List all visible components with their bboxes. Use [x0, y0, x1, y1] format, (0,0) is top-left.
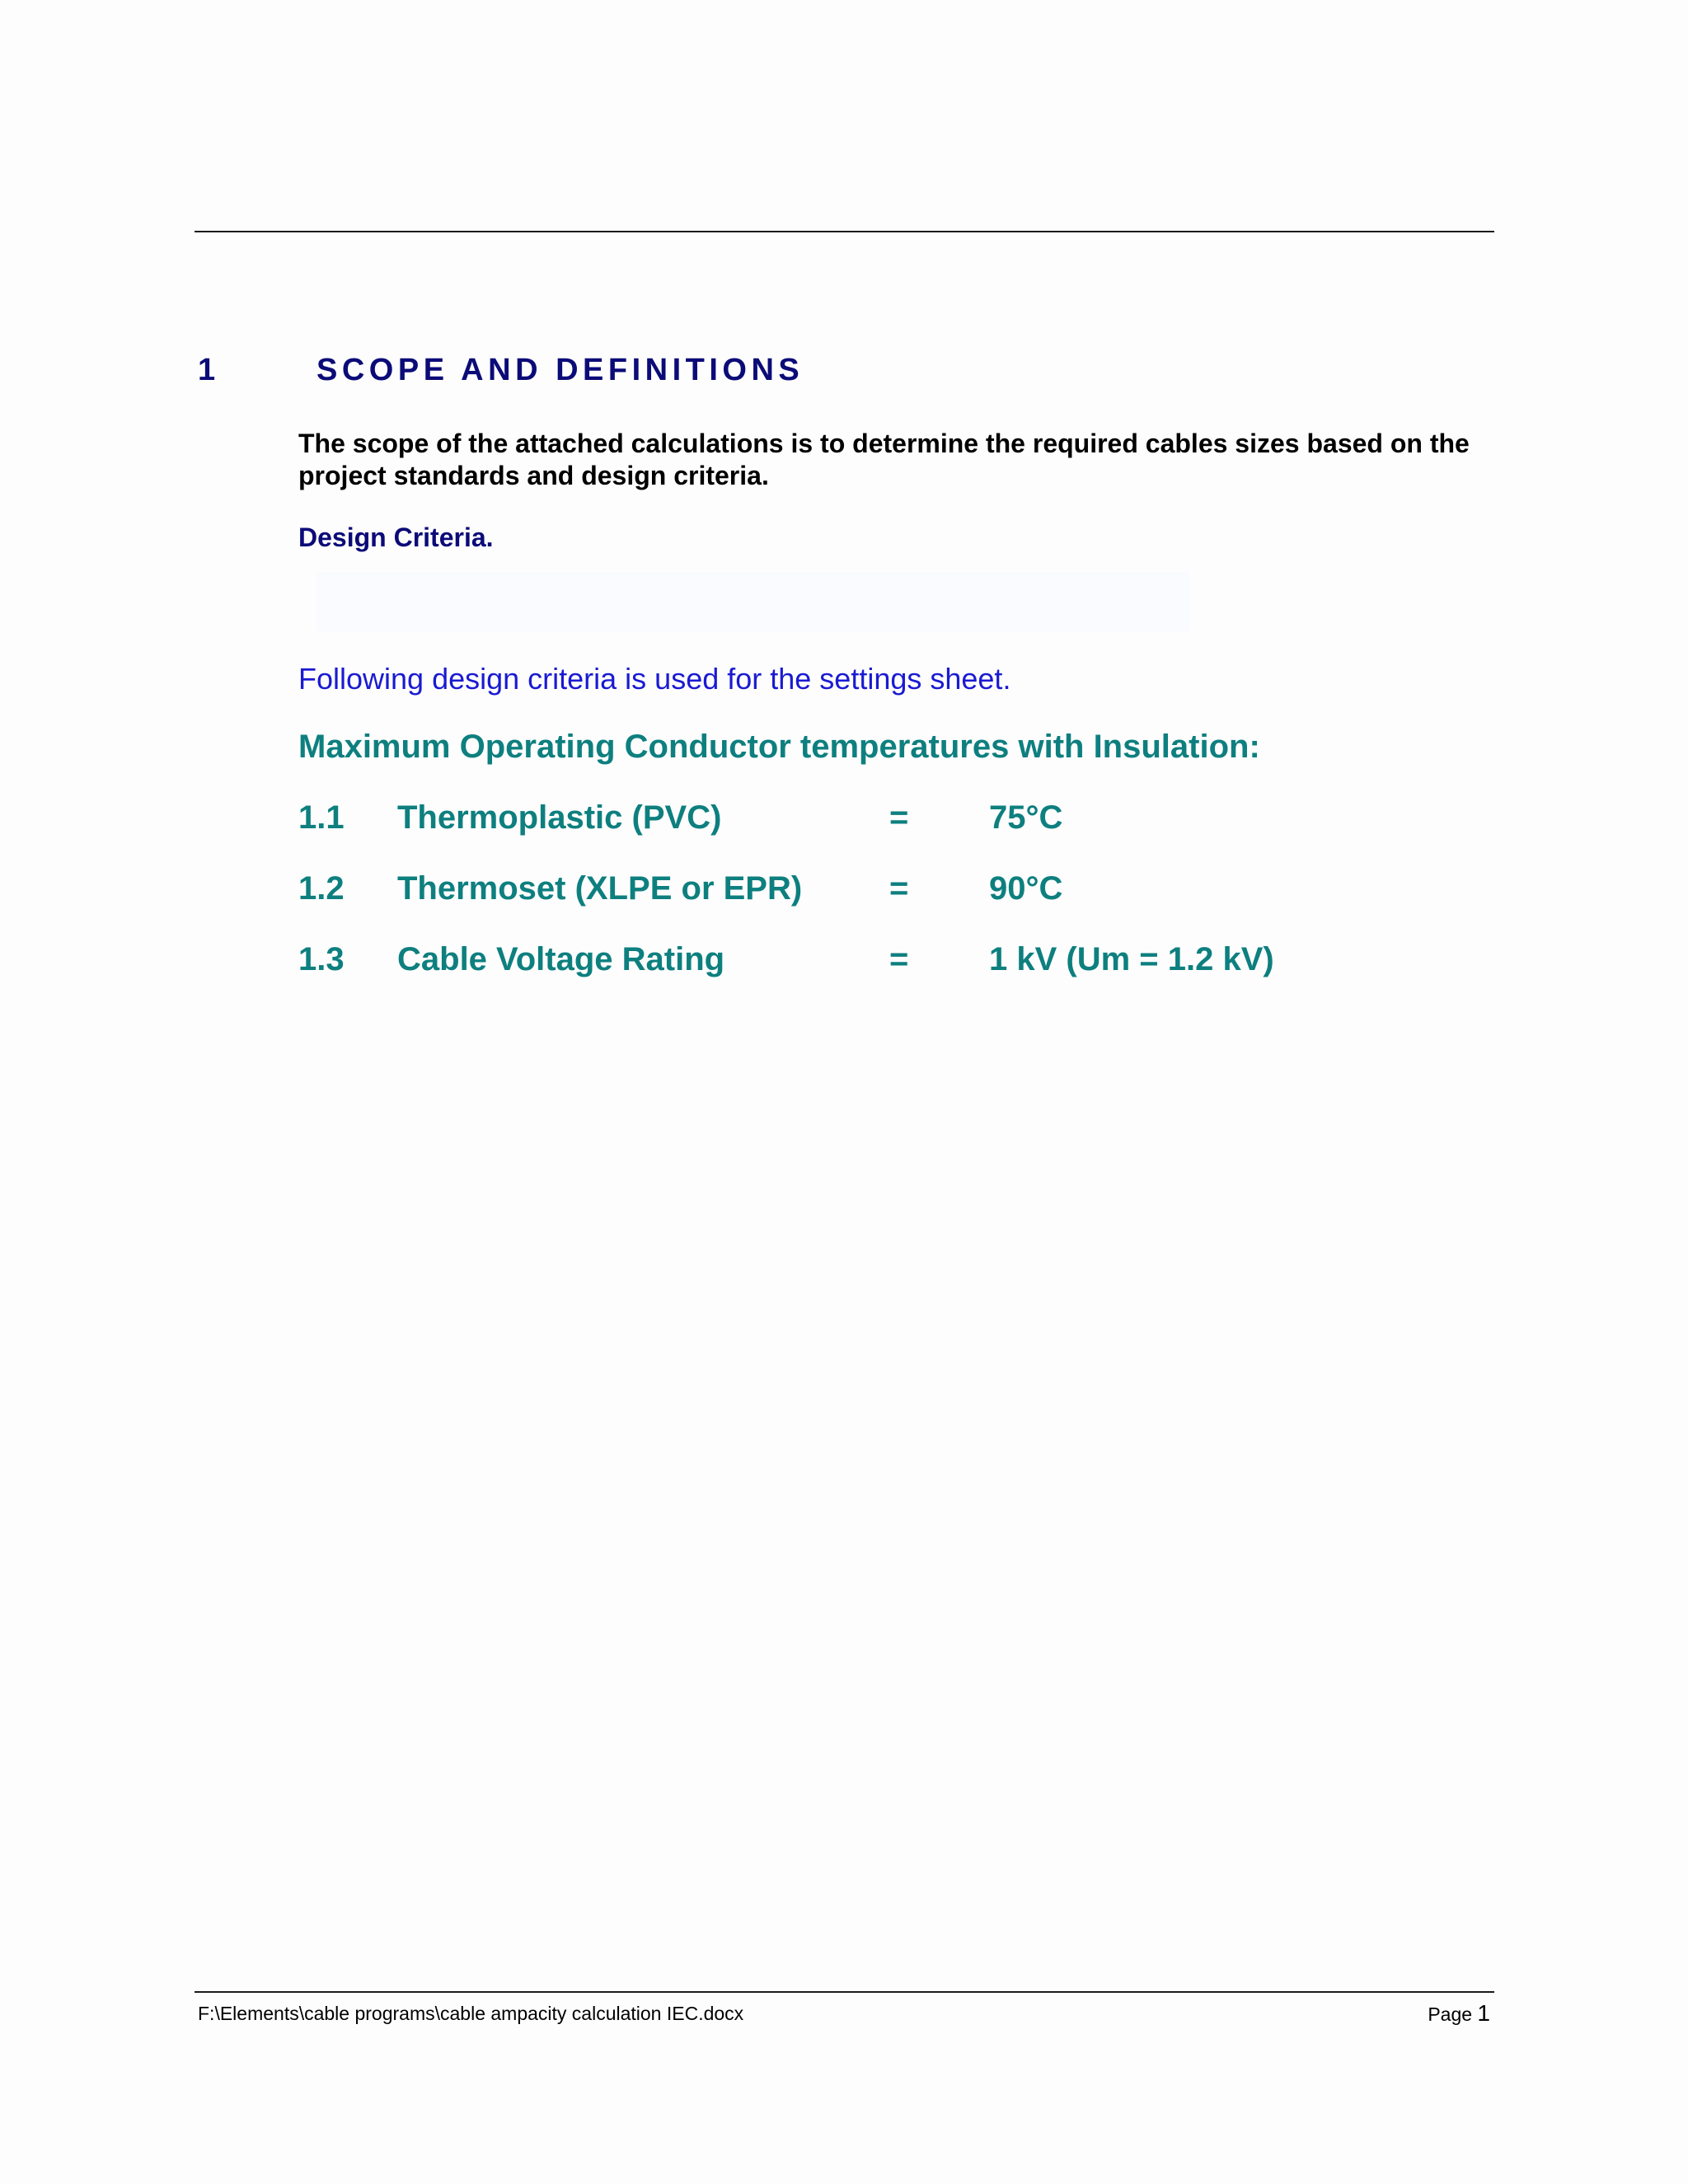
criteria-label: Thermoset (XLPE or EPR) — [397, 870, 803, 907]
page-number: 1 — [1477, 2000, 1490, 2026]
criteria-number: 1.3 — [298, 941, 345, 977]
criteria-number: 1.1 — [298, 799, 345, 836]
criteria-row — [298, 799, 1452, 842]
section-title: SCOPE AND DEFINITIONS — [316, 353, 804, 387]
max-temperature-heading: Maximum Operating Conductor temperatures with Insulation: — [298, 729, 1260, 765]
header-rule — [195, 231, 1494, 232]
criteria-equals: = — [889, 870, 909, 907]
footer-file-path: F:\Elements\cable programs\cable ampacity calculation IEC.docx — [198, 2003, 744, 2024]
design-criteria-heading: Design Criteria. — [298, 523, 494, 552]
section-number: 1 — [198, 353, 220, 387]
criteria-value: 90°C — [989, 870, 1063, 907]
section-heading — [198, 353, 1434, 394]
page-label: Page — [1428, 2004, 1473, 2025]
footer-page-indicator — [1428, 2000, 1490, 2027]
criteria-value: 1 kV (Um = 1.2 kV) — [989, 941, 1274, 977]
criteria-value: 75°C — [989, 799, 1063, 836]
following-criteria-text: Following design criteria is used for the settings sheet. — [298, 662, 1011, 696]
criteria-number: 1.2 — [298, 870, 345, 907]
criteria-label: Thermoplastic (PVC) — [397, 799, 722, 836]
criteria-row — [298, 941, 1452, 984]
criteria-row — [298, 870, 1452, 913]
criteria-equals: = — [889, 941, 909, 977]
scope-paragraph: The scope of the attached calculations is to determine the required cables sizes based on the project standards and design criteria. — [298, 429, 1470, 490]
footer-rule — [195, 1991, 1494, 1993]
criteria-label: Cable Voltage Rating — [397, 941, 725, 977]
criteria-equals: = — [889, 799, 909, 836]
embedded-object-placeholder — [316, 572, 1190, 631]
